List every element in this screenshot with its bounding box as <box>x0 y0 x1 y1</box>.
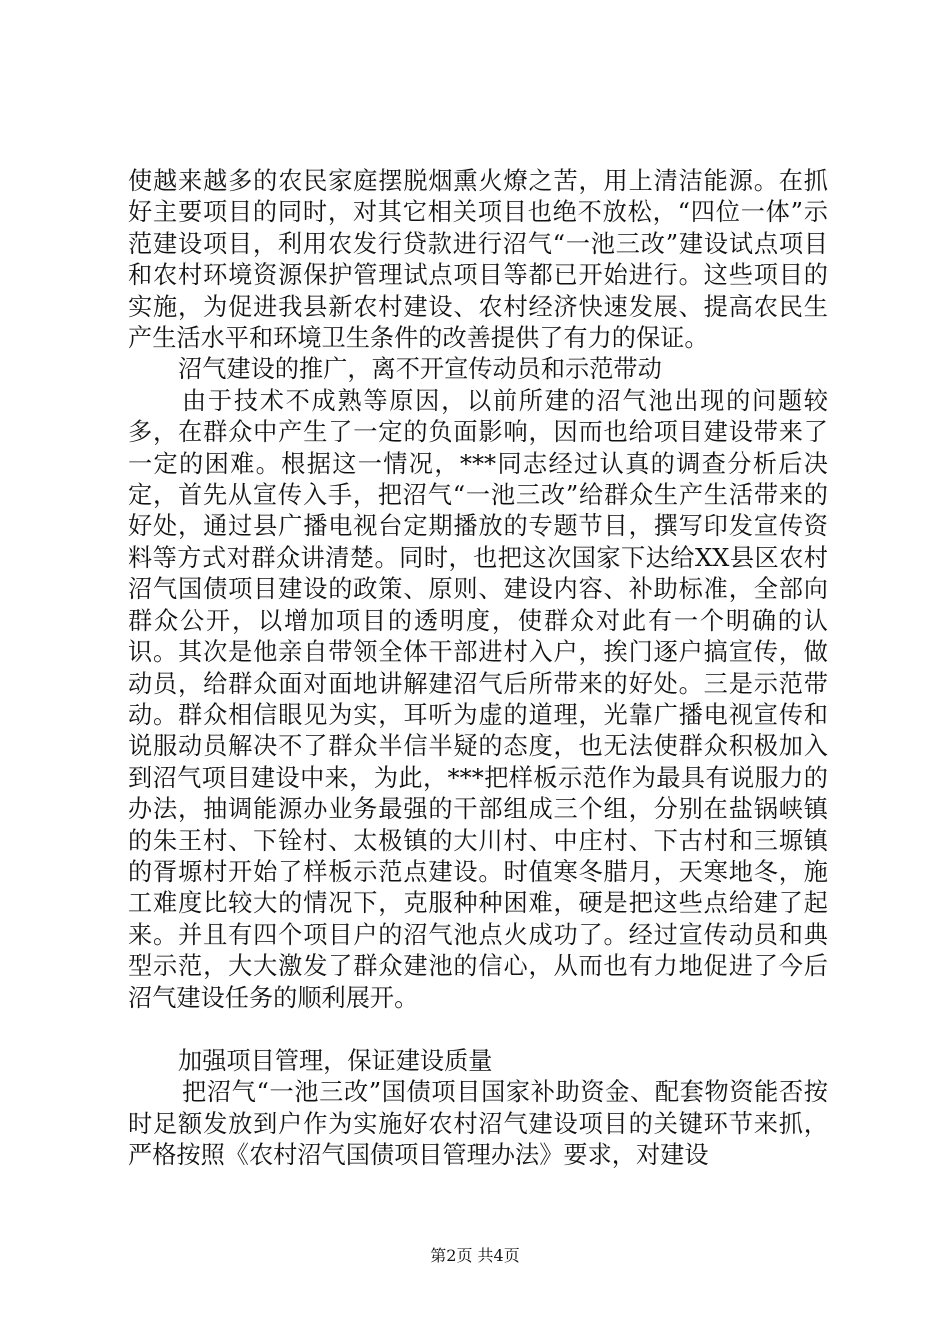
paragraph-management-details: 把沼气“一池三改”国债项目国家补助资金、配套物资能否按时足额发放到户作为实施好农村沼气建设项目的关键环节来抓，严格按照《农村沼气国债项目管理办法》要求，对建设 <box>128 1078 828 1170</box>
section-heading-project-management: 加强项目管理，保证建设质量 <box>178 1046 493 1075</box>
section-heading-biogas-promotion: 沼气建设的推广，离不开宣传动员和示范带动 <box>178 355 662 384</box>
page-number-footer: 第2页 共4页 <box>430 1246 520 1265</box>
document-body <box>128 166 828 1172</box>
paragraph-spacer <box>128 1014 828 1046</box>
paragraph-promotion-details: 由于技术不成熟等原因，以前所建的沼气池出现的问题较多，在群众中产生了一定的负面影响，因而也给项目建设带来了一定的困难。根据这一情况，***同志经过认真的调查分析后决定，首先从宣传入手，把沼气“一池三改”给群众生产生活带来的好处，通过县广播电视台定期播放的专题节目，撰写印发宣传资料等方式对群众讲清楚。同时，也把这次国家下达给XX县区农村沼气国债项目建设的政策、原则、建设内容、补助标准，全部向群众公开，以增加项目的透明度，使群众对此有一个明确的认识。其次是他亲自带领全体干部进村入户，挨门逐户搞宣传，做动员，给群众面对面地讲解建沼气后所带来的好处。三是示范带动。群众相信眼见为实，耳听为虚的道理，光靠广播电视宣传和说服动员解决不了群众半信半疑的态度，也无法使群众积极加入到沼气项目建设中来，为此，***把样板示范作为最具有说服力的办法，抽调能源办业务最强的干部组成三个组，分别在盐锅峡镇的朱王村、下铨村、太极镇的大川村、中庄村、下古村和三塬镇的胥塬村开始了样板示范点建设。时值寒冬腊月，天寒地冬，施工难度比较大的情况下，克服种种困难，硬是把这些点给建了起来。并且有四个项目户的沼气池点火成功了。经过宣传动员和典型示范，大大激发了群众建池的信心，从而也有力地促进了今后沼气建设任务的顺利展开。 <box>128 386 828 1012</box>
paragraph-continued: 使越来越多的农民家庭摆脱烟熏火燎之苦，用上清洁能源。在抓好主要项目的同时，对其它相关项目也绝不放松，“四位一体”示范建设项目，利用农发行贷款进行沼气“一池三改”建设试点项目和农村环境资源保护管理试点项目等都已开始进行。这些项目的实施，为促进我县新农村建设、农村经济快速发展、提高农民生产生活水平和环境卫生条件的改善提供了有力的保证。 <box>128 167 828 353</box>
